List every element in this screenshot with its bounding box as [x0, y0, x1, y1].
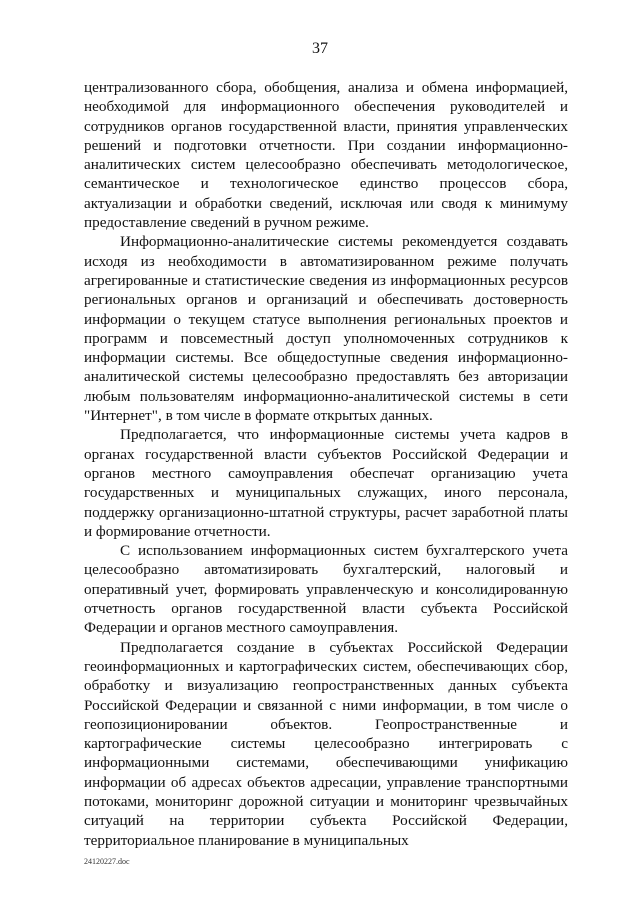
- document-id: 24120227.doc: [84, 857, 130, 866]
- page-number: 37: [312, 40, 328, 57]
- document-body: [84, 78, 568, 850]
- paragraph-analytics-systems: Информационно-аналитические системы рекомендуется создавать исходя из необходимости в автоматизированном режиме получать агрегированные и статистические сведения из информационных ресурсов региональных органов и организаций и обеспечивать достоверность информации о текущем статусе выполнения региональных проектов и программ и повсеместный доступ уполномоченных сотрудников к информации системы. Все общедоступные сведения информационно-аналитической системы целесообразно предоставлять без авторизации любым пользователям информационно-аналитической системы в сети "Интернет", в том числе в формате открытых данных.: [84, 233, 568, 425]
- paragraph-continuation: централизованного сбора, обобщения, анализа и обмена информацией, необходимой для информационного обеспечения руководителей и сотрудников органов государственной власти, принятия управленческих решений и подготовки отчетности. При создании информационно-аналитических систем целесообразно обеспечивать методологическое, семантическое и технологическое единство процессов сбора, актуализации и обработки сведений, исключая или сводя к минимуму предоставление сведений в ручном режиме.: [84, 79, 568, 232]
- paragraph-geo-systems: Предполагается создание в субъектах Российской Федерации геоинформационных и картографических систем, обеспечивающих сбор, обработку и визуализацию геопространственных данных субъекта Российской Федерации и связанной с ними информации, в том числе о геопозиционировании объектов. Геопространственные и картографические системы целесообразно интегрировать с информационными системами, обеспечивающими унификацию информации об адресах объектов адресации, управление транспортными потоками, мониторинг дорожной ситуации и мониторинг чрезвычайных ситуаций на территории субъекта Российской Федерации, территориальное планирование в муниципальных: [84, 638, 568, 849]
- paragraph-accounting-systems: С использованием информационных систем бухгалтерского учета целесообразно автоматизировать бухгалтерский, налоговый и оперативный учет, формировать управленческую и консолидированную отчетность органов государственной власти субъекта Российской Федерации и органов местного самоуправления.: [84, 542, 568, 637]
- paragraph-hr-systems: Предполагается, что информационные системы учета кадров в органах государственной власти субъектов Российской Федерации и органов местного самоуправления обеспечат организацию учета государственных и муниципальных служащих, иного персонала, поддержку организационно-штатной структуры, расчет заработной платы и формирование отчетности.: [84, 426, 568, 540]
